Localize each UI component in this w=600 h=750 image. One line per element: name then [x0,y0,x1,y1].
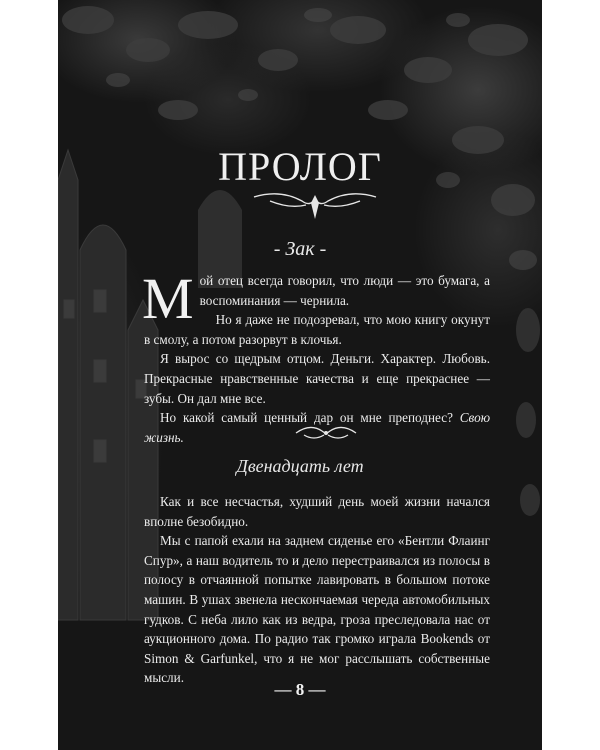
section-ornament-icon [294,423,358,443]
page-number: — 8 — [274,680,326,699]
prologue-text [142,266,490,447]
section-paragraph-1: Как и все несчастья, худший день моей жизни начался вполне безобидно. [144,494,490,529]
paragraph-1: ой отец всегда говорил, что люди — это бумага, а воспоминания — чернила. [199,273,490,308]
paragraph-2: Но я даже не подозревал, что мою книгу окунут в смолу, а потом разорвут в клочья. [144,312,490,347]
flourish-ornament-icon [250,187,380,223]
drop-cap: М [142,266,194,331]
paragraph-4-text: Но какой самый ценный дар он мне преподнес? [160,410,453,426]
section-paragraph-2: Мы с папой ехали на заднем сиденье его «Бентли Флаинг Спур», а наш водитель то и дело перестраивался из полосы в полосу в отчаянной попытке лавировать в большом потоке машин. В ушах звенела нескончаемая череда автомобильных гудков. С неба лило как из ведра, гроза преследовала нас от аукционного дома. По радио так громко играла Bookends от Simon & Garfunkel, что я не мог расслышать собственные мысли. [144,533,490,686]
paragraph-3: Я вырос со щедрым отцом. Деньги. Характер. Любовь. Прекрасные нравственные качества и еще прекраснее — зубы. Он дал мне все. [144,351,490,406]
chapter-title: ПРОЛОГ [218,144,382,189]
section-subtitle: Двенадцать лет [236,456,364,476]
book-page [58,0,542,750]
section-text [144,492,490,688]
pov-heading: - Зак - [273,238,327,260]
paragraph-4-italic: Свою жизнь. [144,410,490,445]
